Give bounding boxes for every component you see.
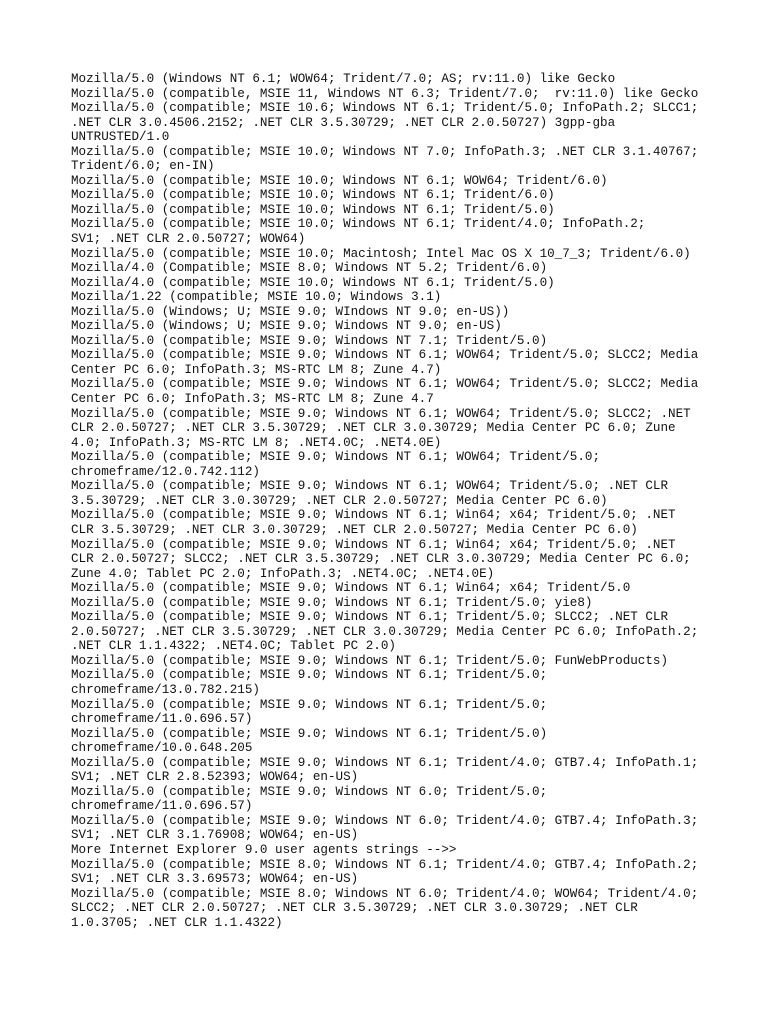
text-line: Mozilla/5.0 (compatible; MSIE 8.0; Windows NT 6.0; Trident/4.0; WOW64; Trident/4.0; <box>71 886 699 901</box>
text-line: Mozilla/5.0 (compatible; MSIE 9.0; Windows NT 6.0; Trident/5.0; <box>71 784 548 799</box>
text-line: Mozilla/5.0 (compatible; MSIE 10.0; Windows NT 6.1; Trident/6.0) <box>71 188 555 203</box>
text-line: Mozilla/5.0 (compatible; MSIE 9.0; Windows NT 6.1; Trident/5.0; FunWebProducts) <box>71 653 669 668</box>
text-line: Zune 4.0; Tablet PC 2.0; InfoPath.3; .NET4.0C; .NET4.0E) <box>71 566 495 581</box>
text-line: Mozilla/5.0 (compatible; MSIE 9.0; Windows NT 6.1; Win64; x64; Trident/5.0; .NET <box>71 537 676 552</box>
text-line: Mozilla/5.0 (Windows; U; MSIE 9.0; Windows NT 9.0; en-US) <box>71 319 502 334</box>
text-line: UNTRUSTED/1.0 <box>71 130 170 145</box>
text-line: 2.0.50727; .NET CLR 3.5.30729; .NET CLR 3.0.30729; Media Center PC 6.0; InfoPath.2; <box>71 624 699 639</box>
text-line: Mozilla/5.0 (compatible; MSIE 9.0; Windows NT 6.1; WOW64; Trident/5.0; SLCC2; .NET <box>71 406 691 421</box>
text-line: chromeframe/11.0.696.57) <box>71 712 253 727</box>
text-line: Mozilla/5.0 (compatible; MSIE 9.0; Windows NT 6.0; Trident/4.0; GTB7.4; InfoPath.3; <box>71 813 699 828</box>
text-line: Mozilla/5.0 (compatible; MSIE 10.0; Windows NT 7.0; InfoPath.3; .NET CLR 3.1.40767; <box>71 144 699 159</box>
text-line: Mozilla/5.0 (compatible; MSIE 9.0; Windows NT 6.1; Trident/5.0; <box>71 668 548 683</box>
text-line: 1.0.3705; .NET CLR 1.1.4322) <box>71 915 283 930</box>
text-line: Mozilla/5.0 (compatible; MSIE 10.6; Windows NT 6.1; Trident/5.0; InfoPath.2; SLCC1; <box>71 101 699 116</box>
text-line: 4.0; InfoPath.3; MS-RTC LM 8; .NET4.0C; .NET4.0E) <box>71 435 442 450</box>
text-line: CLR 2.0.50727; .NET CLR 3.5.30729; .NET CLR 3.0.30729; Media Center PC 6.0; Zune <box>71 421 676 436</box>
text-line: Mozilla/5.0 (Windows; U; MSIE 9.0; WIndows NT 9.0; en-US)) <box>71 304 510 319</box>
text-line: Mozilla/5.0 (compatible; MSIE 10.0; Windows NT 6.1; Trident/5.0) <box>71 202 555 217</box>
text-line: Mozilla/5.0 (compatible; MSIE 9.0; Windows NT 6.1; Trident/5.0; SLCC2; .NET CLR <box>71 610 669 625</box>
text-line: Mozilla/5.0 (Windows NT 6.1; WOW64; Trident/7.0; AS; rv:11.0) like Gecko <box>71 72 616 86</box>
text-line: Mozilla/5.0 (compatible; MSIE 9.0; Windows NT 6.1; Trident/5.0; <box>71 697 548 712</box>
text-line: Mozilla/5.0 (compatible; MSIE 9.0; Windows NT 6.1; Trident/5.0; yie8) <box>71 595 593 610</box>
text-line: More Internet Explorer 9.0 user agents strings -->> <box>71 842 457 857</box>
text-line: .NET CLR 3.0.4506.2152; .NET CLR 3.5.30729; .NET CLR 2.0.50727) 3gpp-gba <box>71 115 616 130</box>
text-line: SV1; .NET CLR 3.3.69573; WOW64; en-US) <box>71 872 359 887</box>
text-line: Mozilla/5.0 (compatible; MSIE 9.0; Windows NT 6.1; WOW64; Trident/5.0; SLCC2; Media <box>71 348 699 363</box>
text-line: Mozilla/5.0 (compatible; MSIE 9.0; Windows NT 6.1; WOW64; Trident/5.0; <box>71 450 601 465</box>
text-line: CLR 2.0.50727; SLCC2; .NET CLR 3.5.30729; .NET CLR 3.0.30729; Media Center PC 6.0; <box>71 552 691 567</box>
text-line: Mozilla/4.0 (compatible; MSIE 10.0; Windows NT 6.1; Trident/5.0) <box>71 275 555 290</box>
text-line: Mozilla/5.0 (compatible; MSIE 8.0; Windows NT 6.1; Trident/4.0; GTB7.4; InfoPath.2; <box>71 857 699 872</box>
text-line: Mozilla/5.0 (compatible; MSIE 10.0; Windows NT 6.1; WOW64; Trident/6.0) <box>71 173 608 188</box>
text-line: chromeframe/12.0.742.112) <box>71 464 260 479</box>
text-line: Mozilla/1.22 (compatible; MSIE 10.0; Windows 3.1) <box>71 290 442 305</box>
text-line: Center PC 6.0; InfoPath.3; MS-RTC LM 8; Zune 4.7) <box>71 362 442 377</box>
text-line: Mozilla/5.0 (compatible, MSIE 11, Windows NT 6.3; Trident/7.0; rv:11.0) like Gecko <box>71 86 699 101</box>
text-line: SLCC2; .NET CLR 2.0.50727; .NET CLR 3.5.30729; .NET CLR 3.0.30729; .NET CLR <box>71 901 638 916</box>
text-line: CLR 3.5.30729; .NET CLR 3.0.30729; .NET CLR 2.0.50727; Media Center PC 6.0) <box>71 522 638 537</box>
text-line: Mozilla/4.0 (Compatible; MSIE 8.0; Windows NT 5.2; Trident/6.0) <box>71 261 548 276</box>
text-line: Mozilla/5.0 (compatible; MSIE 9.0; Windows NT 6.1; WOW64; Trident/5.0; SLCC2; Media <box>71 377 699 392</box>
text-line: Mozilla/5.0 (compatible; MSIE 9.0; Windows NT 6.1; Win64; x64; Trident/5.0; .NET <box>71 508 676 523</box>
text-line: Trident/6.0; en-IN) <box>71 159 215 174</box>
text-line: SV1; .NET CLR 2.8.52393; WOW64; en-US) <box>71 770 359 785</box>
text-line: Mozilla/5.0 (compatible; MSIE 9.0; Windows NT 7.1; Trident/5.0) <box>71 333 548 348</box>
text-line: 3.5.30729; .NET CLR 3.0.30729; .NET CLR 2.0.50727; Media Center PC 6.0) <box>71 493 608 508</box>
text-line: Mozilla/5.0 (compatible; MSIE 9.0; Windows NT 6.1; Trident/4.0; GTB7.4; InfoPath.1; <box>71 755 699 770</box>
document-page <box>71 72 711 930</box>
text-line: Mozilla/5.0 (compatible; MSIE 9.0; Windows NT 6.1; Win64; x64; Trident/5.0 <box>71 581 631 596</box>
text-line: Mozilla/5.0 (compatible; MSIE 10.0; Windows NT 6.1; Trident/4.0; InfoPath.2; <box>71 217 646 232</box>
text-line: SV1; .NET CLR 3.1.76908; WOW64; en-US) <box>71 828 359 843</box>
text-line: SV1; .NET CLR 2.0.50727; WOW64) <box>71 232 306 247</box>
text-line: chromeframe/11.0.696.57) <box>71 799 253 814</box>
text-line: Mozilla/5.0 (compatible; MSIE 9.0; Windows NT 6.1; Trident/5.0) <box>71 726 548 741</box>
text-line: chromeframe/10.0.648.205 <box>71 741 253 756</box>
text-line: Mozilla/5.0 (compatible; MSIE 9.0; Windows NT 6.1; WOW64; Trident/5.0; .NET CLR <box>71 479 669 494</box>
text-line: chromeframe/13.0.782.215) <box>71 682 260 697</box>
text-line: Mozilla/5.0 (compatible; MSIE 10.0; Macintosh; Intel Mac OS X 10_7_3; Trident/6.0) <box>71 246 691 261</box>
text-line: .NET CLR 1.1.4322; .NET4.0C; Tablet PC 2.0) <box>71 639 396 654</box>
text-line: Center PC 6.0; InfoPath.3; MS-RTC LM 8; Zune 4.7 <box>71 392 434 407</box>
